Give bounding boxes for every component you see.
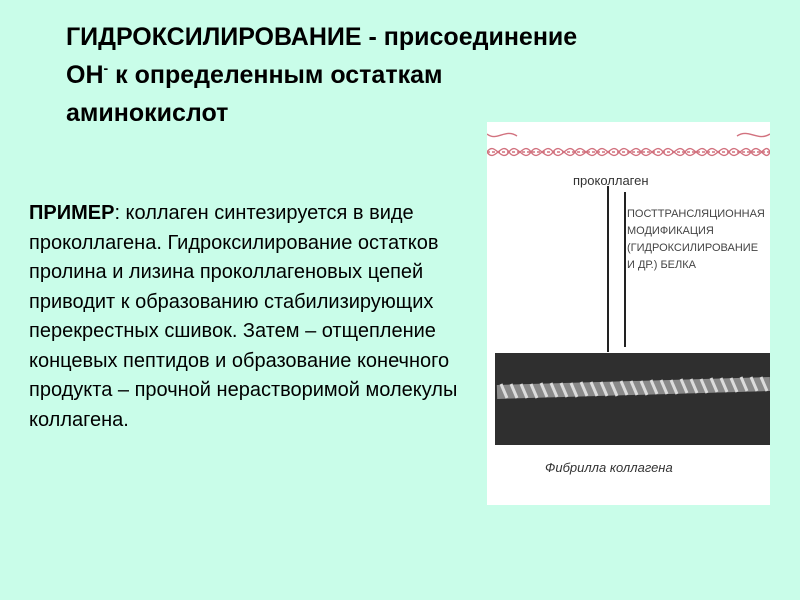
fibril-label: Фибрилла коллагена: [545, 460, 673, 475]
title-line-2: [66, 56, 746, 94]
oh-charge: -: [103, 60, 109, 76]
example-paragraph: [29, 199, 499, 435]
procollagen-helix: [487, 133, 770, 155]
ptm-label: ПОСТТРАНСЛЯЦИОННАЯ МОДИФИКАЦИЯ (ГИДРОКСИЛИРОВАНИЕ И ДР.) БЕЛКА: [627, 208, 765, 271]
title-line-3: аминокислот: [66, 99, 229, 127]
title-line-1: ГИДРОКСИЛИРОВАНИЕ - присоединение: [66, 23, 578, 51]
collagen-figure: [487, 122, 770, 505]
procollagen-label: проколлаген: [573, 173, 649, 188]
example-lead: ПРИМЕР: [29, 202, 115, 224]
micrograph-bg: [495, 353, 770, 445]
example-text: : коллаген синтезируется в виде проколлагена. Гидроксилирование остатков пролина и лизина проколлагеновых цепей приводит к образованию стабилизирующих перекрестных сшивок. Затем – отщепление концевых пептидов и образование конечного продукта – прочной нерастворимой молекулы коллагена.: [29, 202, 458, 431]
oh-text: ОН: [66, 61, 104, 89]
title-line-2-rest: к определенным остаткам: [108, 61, 443, 89]
slide-title: [66, 18, 746, 132]
